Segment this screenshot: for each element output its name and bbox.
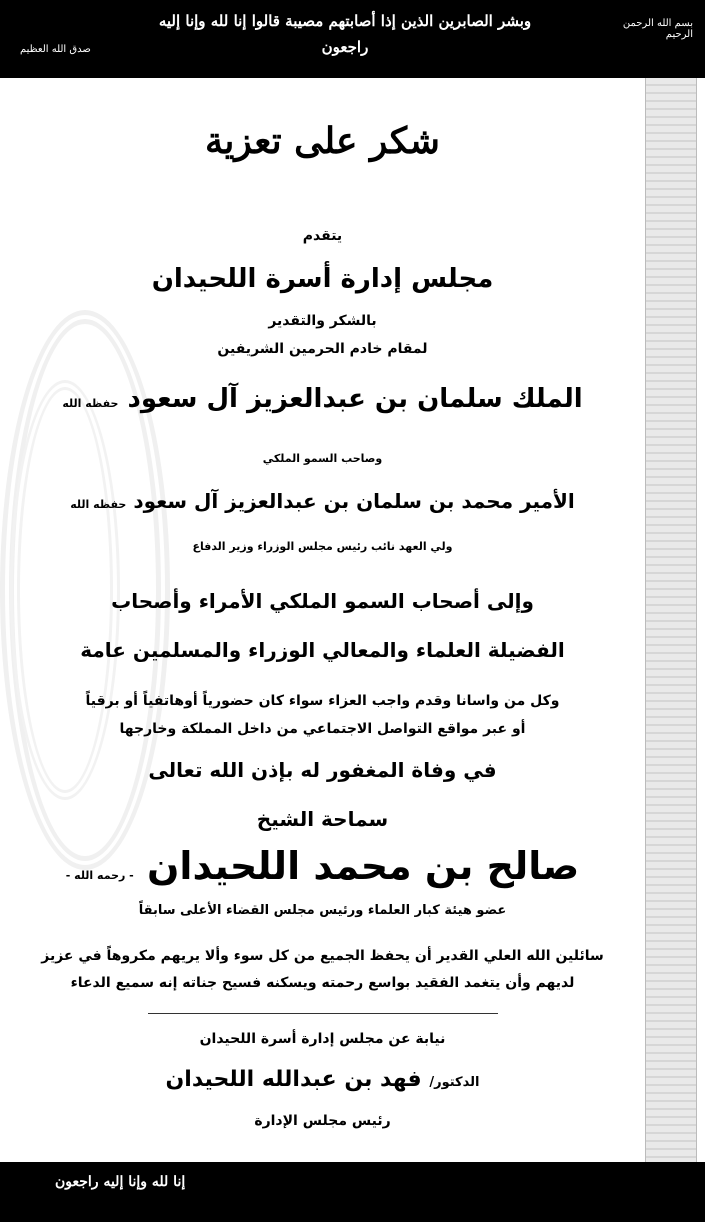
signatory-prefix: الدكتور/ bbox=[429, 1075, 480, 1090]
deceased-suffix: - رحمه الله - bbox=[65, 869, 134, 882]
death-notice: في وفاة المغفور له بإذن الله تعالى bbox=[148, 758, 497, 782]
prince-title: ولي العهد نائب رئيس مجلس الوزراء وزير الدفاع bbox=[192, 540, 453, 553]
basmala: بسم الله الرحمن الرحيم bbox=[622, 18, 693, 40]
prince-suffix: حفظه الله bbox=[70, 498, 127, 511]
quran-verse: وبشر الصابرين الذين إذا أصابتهم مصيبة قالوا إنا لله وإنا إليه راجعون bbox=[158, 12, 532, 56]
footer-calligraphy: إنا لله وإنا إليه راجعون bbox=[55, 1174, 186, 1190]
eminence-text: سماحة الشيخ bbox=[256, 807, 389, 831]
ad-title: شكر على تعزية bbox=[205, 120, 440, 162]
signatory-name: فهد بن عبدالله اللحيدان bbox=[165, 1067, 422, 1092]
condolers-line-1: وكل من واسانا وقدم واجب العزاء سواء كان حضورياً أوهاتفياً أو برقياً bbox=[85, 693, 560, 709]
deceased-line bbox=[12, 842, 633, 903]
condolers-line-2: أو عبر مواقع التواصل الاجتماعي من داخل المملكة وخارجها bbox=[119, 721, 526, 737]
prayer-line-2: لديهم وأن يتغمد الفقيد بواسع رحمته ويسكنه فسيح جناته إنه سميع الدعاء bbox=[70, 975, 575, 991]
prince-line bbox=[12, 488, 633, 540]
footer-bar bbox=[0, 1162, 705, 1222]
addressees-line-2: الفضيلة العلماء والمعالي الوزراء والمسلمين عامة bbox=[80, 638, 565, 662]
deceased-name: صالح بن محمد اللحيدان bbox=[146, 844, 580, 888]
presents-text: يتقدم bbox=[302, 228, 343, 244]
sadaq-allah: صدق الله العظيم bbox=[20, 44, 91, 55]
divider bbox=[148, 1013, 498, 1014]
on-behalf-text: نيابة عن مجلس إدارة أسرة اللحيدان bbox=[199, 1031, 446, 1047]
custodian-text: لمقام خادم الحرمين الشريفين bbox=[217, 341, 428, 357]
signatory-line bbox=[12, 1066, 633, 1112]
royal-highness: وصاحب السمو الملكي bbox=[262, 452, 383, 465]
decorative-border bbox=[645, 78, 697, 1162]
signatory-role: رئيس مجلس الإدارة bbox=[254, 1113, 391, 1129]
prayer-line-1: سائلين الله العلي القدير أن يحفظ الجميع من كل سوء وألا يريهم مكروهاً في عزيز bbox=[41, 948, 604, 964]
thanks-text: بالشكر والتقدير bbox=[268, 313, 377, 329]
king-line bbox=[12, 383, 633, 452]
king-name: الملك سلمان بن عبدالعزيز آل سعود bbox=[127, 384, 583, 414]
addressees-line-1: وإلى أصحاب السمو الملكي الأمراء وأصحاب bbox=[111, 589, 534, 613]
council-name: مجلس إدارة أسرة اللحيدان bbox=[151, 264, 494, 294]
king-suffix: حفظه الله bbox=[62, 397, 119, 410]
prince-name: الأمير محمد بن سلمان بن عبدالعزيز آل سعود bbox=[133, 489, 575, 513]
deceased-title: عضو هيئة كبار العلماء ورئيس مجلس القضاء الأعلى سابقاً bbox=[138, 903, 507, 918]
